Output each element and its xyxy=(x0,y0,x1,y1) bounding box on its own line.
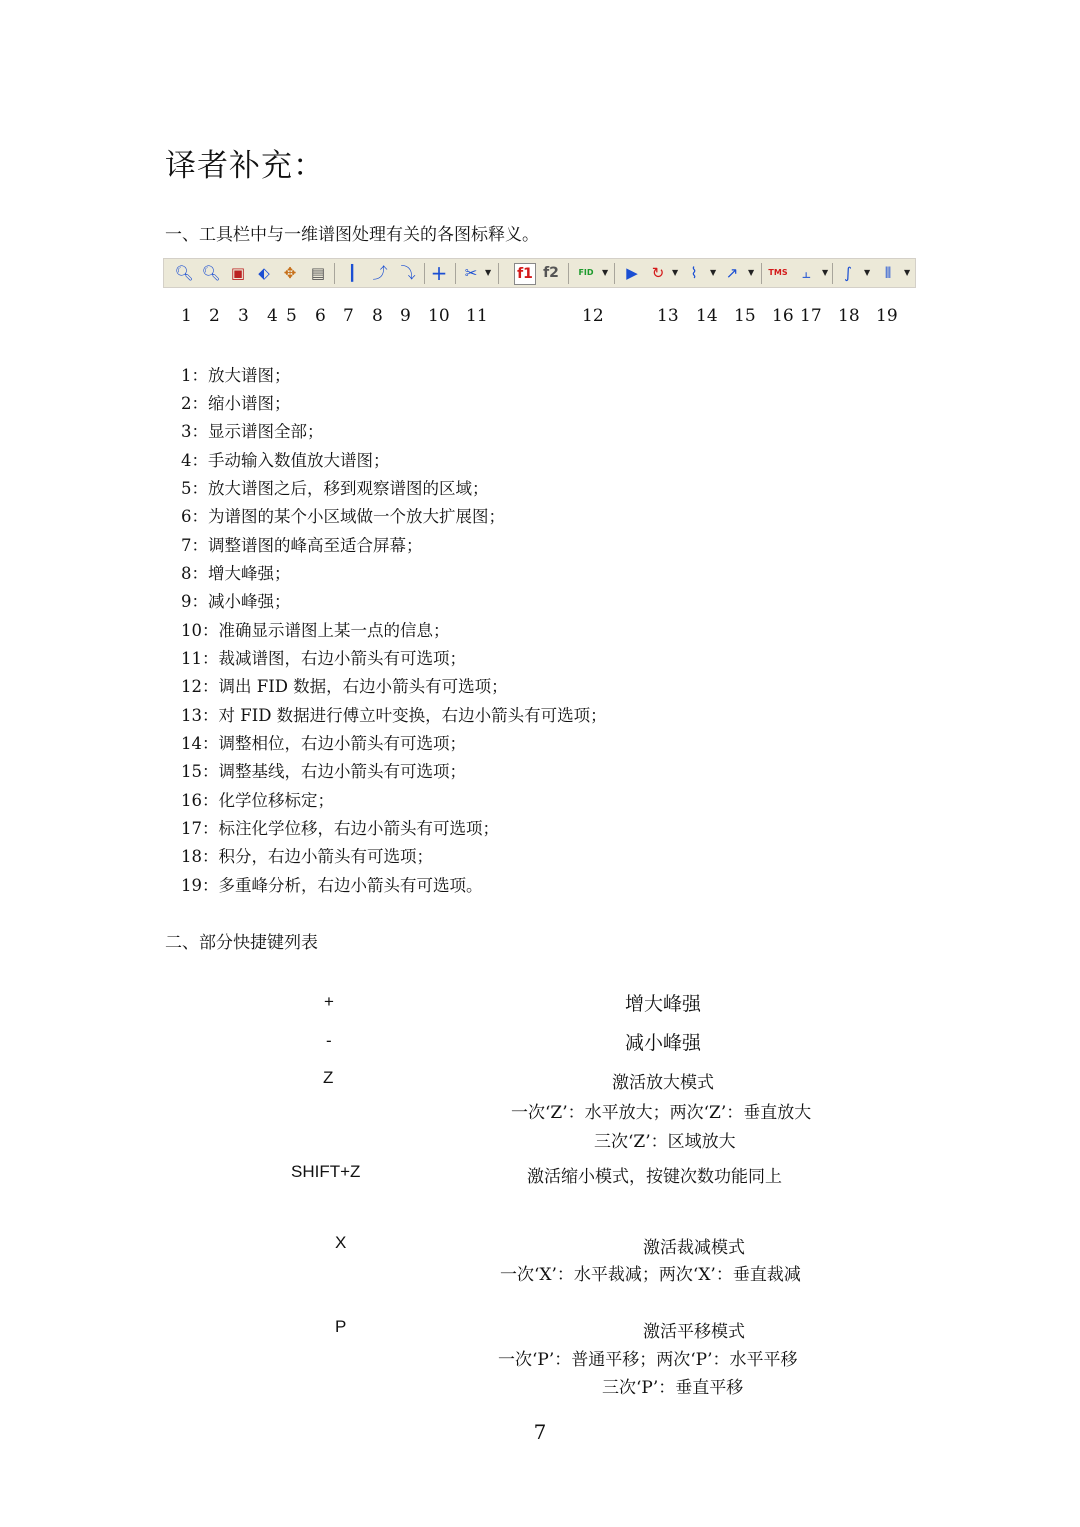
dropdown-arrow-icon: ▼ xyxy=(710,268,717,277)
shortcut-key-minus: - xyxy=(326,1031,332,1050)
toolbar-separator xyxy=(424,263,425,284)
shortcut-desc-plus: 增大峰强 xyxy=(625,993,702,1015)
toolbar-separator xyxy=(455,263,456,284)
icon-description: 11：裁减谱图，右边小箭头有可选项； xyxy=(181,649,466,668)
shortcut-key-shift-z: SHIFT+Z xyxy=(291,1162,361,1181)
shortcut-detail-p-1: 一次‘P’：普通平移；两次‘P’：水平平移 xyxy=(498,1350,798,1370)
section-1-heading: 一、工具栏中与一维谱图处理有关的各图标释义。 xyxy=(165,225,539,245)
f1-icon: f1 xyxy=(514,263,536,285)
toolbar-number: 4 xyxy=(267,306,278,326)
toolbar-number: 11 xyxy=(466,306,488,326)
toolbar-number: 9 xyxy=(400,306,411,326)
toolbar-number: 15 xyxy=(734,306,756,326)
icon-description: 19：多重峰分析，右边小箭头有可选项。 xyxy=(181,876,483,895)
zoom-in-icon: 🔍︎ xyxy=(174,263,194,282)
pan-icon: ✥ xyxy=(283,263,297,282)
icon-description: 2：缩小谱图； xyxy=(181,394,291,413)
page-number: 7 xyxy=(533,1420,547,1444)
toolbar-separator xyxy=(334,263,335,284)
icon-description: 14：调整相位，右边小箭头有可选项； xyxy=(181,734,466,753)
toolbar-separator xyxy=(761,263,762,284)
page-title: 译者补充： xyxy=(165,148,325,184)
icon-description: 7：调整谱图的峰高至适合屏幕； xyxy=(181,536,423,555)
toolbar-number: 3 xyxy=(238,306,249,326)
toolbar-number: 1 xyxy=(181,306,192,326)
toolbar-number: 13 xyxy=(657,306,679,326)
crosshair-icon: + xyxy=(430,261,448,285)
multiplet-icon: ⫴ xyxy=(884,263,892,282)
shortcut-detail-x-1: 一次‘X’：水平裁减；两次‘X’：垂直裁减 xyxy=(500,1265,801,1285)
toolbar-number: 10 xyxy=(428,306,450,326)
reference-icon: ↗ xyxy=(725,263,739,282)
shortcut-key-x: X xyxy=(335,1233,347,1252)
toolbar-number: 17 xyxy=(800,306,822,326)
toolbar-separator xyxy=(832,263,833,284)
shortcut-detail-p-2: 三次‘P’：垂直平移 xyxy=(602,1378,744,1398)
toolbar-number: 18 xyxy=(838,306,860,326)
dropdown-arrow-icon: ▼ xyxy=(904,268,911,277)
shortcut-key-plus: + xyxy=(324,992,334,1011)
icon-description: 12：调出 FID 数据，右边小箭头有可选项； xyxy=(181,677,508,696)
cut-icon: ✂ xyxy=(464,263,478,282)
icon-description: 6：为谱图的某个小区域做一个放大扩展图； xyxy=(181,507,505,526)
dropdown-arrow-icon: ▼ xyxy=(748,268,755,277)
toolbar-image xyxy=(163,258,916,288)
integral-icon: ∫ xyxy=(844,263,852,282)
shortcut-detail-z-1: 一次‘Z’：水平放大；两次‘Z’：垂直放大 xyxy=(511,1103,812,1123)
toolbar-number: 6 xyxy=(315,306,326,326)
toolbar-number: 14 xyxy=(696,306,718,326)
zoom-full-icon: ▣ xyxy=(230,263,246,282)
toolbar-number: 7 xyxy=(343,306,354,326)
icon-description: 10：准确显示谱图上某一点的信息； xyxy=(181,621,450,640)
dropdown-arrow-icon: ▼ xyxy=(672,268,679,277)
shortcut-desc-minus: 减小峰强 xyxy=(625,1032,702,1054)
toolbar-number: 5 xyxy=(286,306,297,326)
toolbar-number: 2 xyxy=(209,306,220,326)
phase-icon: ↻ xyxy=(651,263,665,282)
f2-icon: f2 xyxy=(543,265,559,281)
zoom-out-icon: 🔍︎ xyxy=(201,263,221,282)
manual-zoom-icon: ⬖ xyxy=(258,263,270,282)
fit-height-icon: ┃ xyxy=(347,263,357,282)
expansion-icon: ▤ xyxy=(310,263,326,282)
icon-description: 15：调整基线，右边小箭头有可选项； xyxy=(181,762,466,781)
fourier-transform-icon: ▶ xyxy=(626,263,638,282)
peak-pick-icon: ⫠ xyxy=(801,263,811,282)
toolbar-separator xyxy=(498,263,499,284)
toolbar-separator xyxy=(568,263,569,284)
baseline-icon: ⌇ xyxy=(690,263,698,282)
decrease-intensity-icon: ⤵ xyxy=(400,263,416,282)
dropdown-arrow-icon: ▼ xyxy=(602,268,609,277)
icon-description: 3：显示谱图全部； xyxy=(181,422,324,441)
increase-intensity-icon: ⤴ xyxy=(372,263,388,282)
icon-description: 16：化学位移标定； xyxy=(181,791,334,810)
dropdown-arrow-icon: ▼ xyxy=(485,268,492,277)
toolbar-number: 16 xyxy=(772,306,794,326)
icon-description: 4：手动输入数值放大谱图； xyxy=(181,451,390,470)
shortcut-key-z: Z xyxy=(323,1068,334,1087)
dropdown-arrow-icon: ▼ xyxy=(864,268,871,277)
toolbar-number: 19 xyxy=(876,306,898,326)
toolbar-separator xyxy=(614,263,615,284)
icon-description: 8：增大峰强； xyxy=(181,564,291,583)
fid-icon: FID xyxy=(578,268,594,277)
toolbar-number: 12 xyxy=(582,306,604,326)
shortcut-desc-shift-z: 激活缩小模式，按键次数功能同上 xyxy=(527,1167,782,1187)
icon-description: 9：减小峰强； xyxy=(181,592,291,611)
icon-description: 5：放大谱图之后，移到观察谱图的区域； xyxy=(181,479,489,498)
icon-description: 13：对 FID 数据进行傅立叶变换，右边小箭头有可选项； xyxy=(181,706,607,725)
icon-description: 18：积分，右边小箭头有可选项； xyxy=(181,847,433,866)
icon-description: 1：放大谱图； xyxy=(181,366,291,385)
section-2-heading: 二、部分快捷键列表 xyxy=(165,933,318,953)
icon-description: 17：标注化学位移，右边小箭头有可选项； xyxy=(181,819,499,838)
shortcut-desc-p: 激活平移模式 xyxy=(643,1322,745,1342)
toolbar-number: 8 xyxy=(372,306,383,326)
tms-icon: TMS xyxy=(768,268,788,277)
shortcut-desc-x: 激活裁减模式 xyxy=(643,1238,745,1258)
dropdown-arrow-icon: ▼ xyxy=(822,268,829,277)
shortcut-desc-z: 激活放大模式 xyxy=(612,1073,714,1093)
shortcut-detail-z-2: 三次‘Z’：区域放大 xyxy=(594,1132,736,1152)
shortcut-key-p: P xyxy=(335,1317,347,1336)
